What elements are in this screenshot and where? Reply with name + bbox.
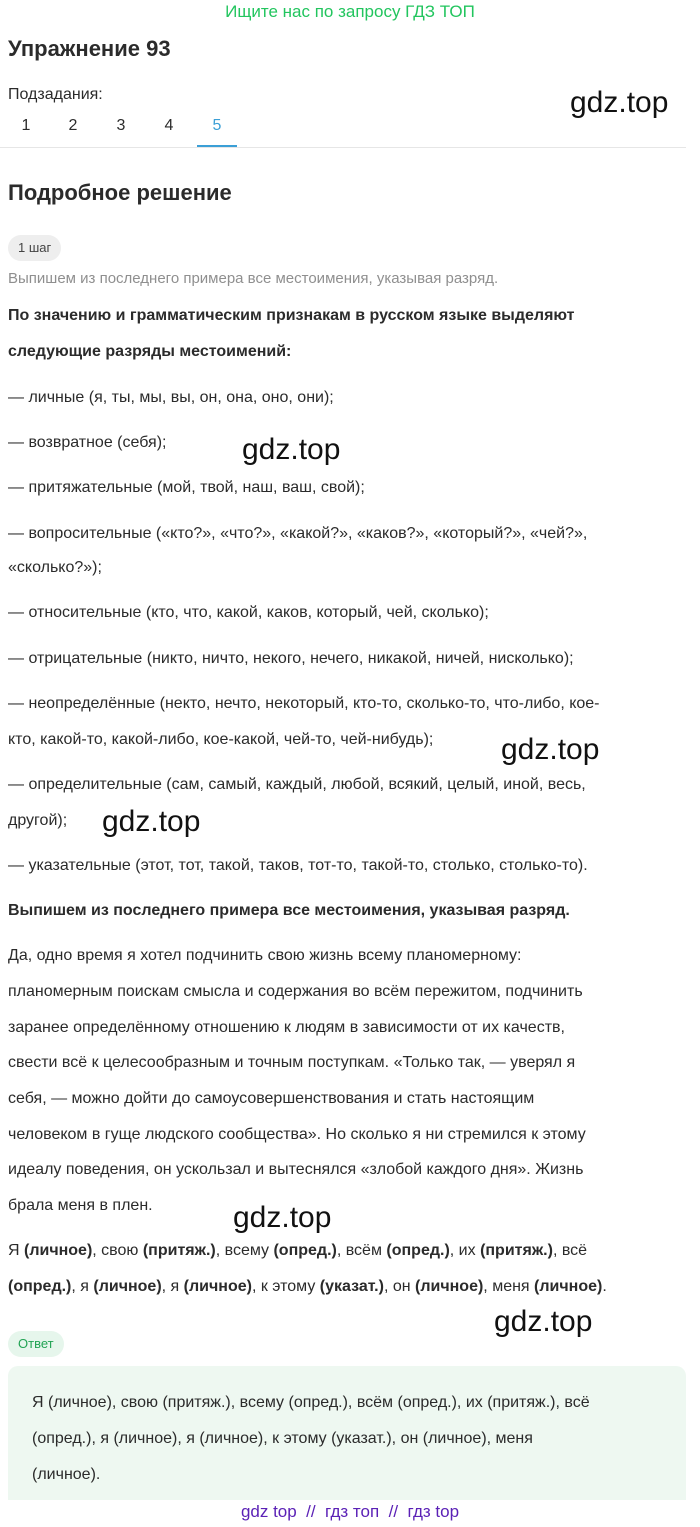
category-line: — отрицательные (никто, ничто, некого, нечего, никакой, ничей, нисколько); xyxy=(8,650,574,667)
solution-title: Подробное решение xyxy=(8,180,232,205)
category-line: — указательные (этот, тот, такой, таков, тот-то, такой-то, столько, столько-то). xyxy=(8,857,588,874)
analysis-line xyxy=(8,1278,607,1296)
analysis-word: , свою xyxy=(92,1242,143,1259)
analysis-word: , всему xyxy=(215,1242,274,1259)
analysis-word: , их xyxy=(449,1242,481,1259)
analysis-label: (личное) xyxy=(183,1278,252,1295)
watermark: gdz.top xyxy=(570,86,669,119)
category-line: — возвратное (себя); xyxy=(8,434,167,451)
intro-line: По значению и грамматическим признакам в русском языке выделяют xyxy=(8,307,575,324)
category-line: — определительные (сам, самый, каждый, любой, всякий, целый, иной, весь, xyxy=(8,776,586,793)
analysis-label: (личное) xyxy=(93,1278,162,1295)
watermark: gdz.top xyxy=(242,433,341,466)
analysis-word: , меня xyxy=(483,1278,535,1295)
tab-5[interactable]: 5 xyxy=(197,110,237,147)
text-line: брала меня в плен. xyxy=(8,1197,153,1214)
analysis-label: (опред.) xyxy=(273,1242,337,1259)
watermark: gdz.top xyxy=(233,1201,332,1234)
tab-4[interactable]: 4 xyxy=(164,117,174,134)
step-description: Выпишем из последнего примера все местоимения, указывая разряд. xyxy=(8,270,499,287)
text-line: себя, — можно дойти до самоусовершенствования и стать настоящим xyxy=(8,1090,535,1107)
analysis-word: Я xyxy=(8,1242,24,1259)
analysis-word: , я xyxy=(161,1278,184,1295)
analysis-word: . xyxy=(602,1278,607,1295)
analysis-word: , всё xyxy=(552,1242,588,1259)
watermark: gdz.top xyxy=(102,805,201,838)
category-line: другой); xyxy=(8,812,68,829)
analysis-label: (личное) xyxy=(415,1278,484,1295)
analysis-label: (опред.) xyxy=(386,1242,450,1259)
text-line: Да, одно время я хотел подчинить свою жизнь всему планомерному: xyxy=(8,947,522,964)
analysis-word: , я xyxy=(71,1278,94,1295)
watermark: gdz.top xyxy=(494,1305,593,1338)
text-line: человеком в гуще людского сообщества». Но сколько я ни стремился к этому xyxy=(8,1126,586,1143)
answer-line: Я (личное), свою (притяж.), всему (опред.), всём (опред.), их (притяж.), всё xyxy=(32,1394,590,1411)
text-line: заранее определённому отношению к людям в зависимости от их качеств, xyxy=(8,1019,565,1036)
analysis-label: (притяж.) xyxy=(480,1242,553,1259)
category-line: кто, какой-то, какой-либо, кое-какой, чей-то, чей-нибудь); xyxy=(8,731,434,748)
subtasks-label: Подзадания: xyxy=(8,86,103,103)
category-line: «сколько?»); xyxy=(8,559,102,576)
intro-line: следующие разряды местоимений: xyxy=(8,343,292,360)
analysis-word: , всём xyxy=(336,1242,387,1259)
step-badge: 1 шаг xyxy=(8,235,61,261)
analysis-line xyxy=(8,1242,587,1260)
answer-badge: Ответ xyxy=(8,1331,64,1357)
section-heading: Выпишем из последнего примера все местоимения, указывая разряд. xyxy=(8,902,570,919)
answer-line: (личное). xyxy=(32,1466,101,1483)
analysis-word: , к этому xyxy=(251,1278,320,1295)
answer-box xyxy=(8,1366,686,1500)
watermark: gdz.top xyxy=(501,733,600,766)
analysis-label: (указат.) xyxy=(319,1278,384,1295)
text-line: идеалу поведения, он ускользал и вытеснялся «злобой каждого дня». Жизнь xyxy=(8,1161,584,1178)
text-line: планомерным поискам смысла и содержания во всём пережитом, подчинить xyxy=(8,983,583,1000)
analysis-label: (опред.) xyxy=(8,1278,72,1295)
category-line: — неопределённые (некто, нечто, некоторый, кто-то, сколько-то, что-либо, кое- xyxy=(8,695,600,712)
tab-3[interactable]: 3 xyxy=(116,117,126,134)
analysis-label: (личное) xyxy=(24,1242,93,1259)
tab-1[interactable]: 1 xyxy=(21,117,31,134)
tab-2[interactable]: 2 xyxy=(68,117,78,134)
page-title: Упражнение 93 xyxy=(8,36,171,61)
text-line: свести всё к целесообразным и точным поступкам. «Только так, — уверял я xyxy=(8,1054,576,1071)
category-line: — вопросительные («кто?», «что?», «какой?», «каков?», «который?», «чей?», xyxy=(8,525,588,542)
analysis-label: (притяж.) xyxy=(142,1242,216,1259)
footer-links[interactable]: gdz top // гдз топ // гдз top xyxy=(240,1502,460,1521)
analysis-label: (личное) xyxy=(534,1278,603,1295)
category-line: — личные (я, ты, мы, вы, он, она, оно, они); xyxy=(8,389,334,406)
top-banner[interactable]: Ищите нас по запросу ГДЗ ТОП xyxy=(225,2,475,21)
analysis-word: , он xyxy=(383,1278,416,1295)
category-line: — относительные (кто, что, какой, каков, который, чей, сколько); xyxy=(8,604,489,621)
category-line: — притяжательные (мой, твой, наш, ваш, свой); xyxy=(8,479,365,496)
answer-line: (опред.), я (личное), я (личное), к этому (указат.), он (личное), меня xyxy=(32,1430,533,1447)
